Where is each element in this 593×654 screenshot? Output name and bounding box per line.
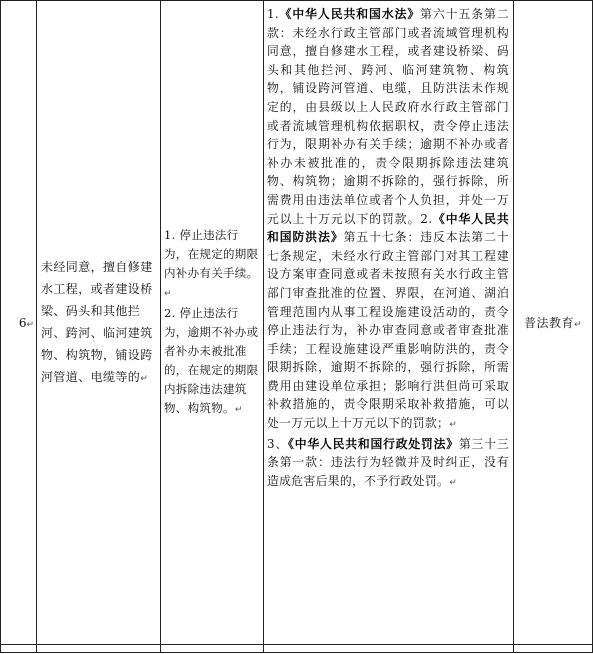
paragraph-mark-icon: ↵ (234, 404, 243, 415)
blank-cell (161, 645, 264, 653)
corrective-measures-cell (161, 1, 264, 645)
paragraph-mark-icon: ↵ (573, 320, 583, 330)
paragraph-mark-icon: ↵ (449, 420, 458, 431)
basis-item-3-prefix: 3、 (267, 436, 288, 451)
measure-item-1 (164, 226, 259, 304)
row-number-cell (1, 1, 37, 645)
administrative-penalty-law-title: 《中华人民共和国行政处罚法》 (287, 436, 459, 451)
administrative-penalty-law-article-text: 第三十三条第一款：违法行为轻微并及时纠正，没有造成危害后果的，不予行政处罚。 (267, 436, 509, 488)
measure-type-cell (514, 1, 593, 645)
legal-basis-item-3 (267, 435, 509, 493)
paragraph-mark-icon: ↵ (164, 288, 172, 299)
measure-item-2 (164, 304, 259, 420)
row-number: 6 (18, 315, 27, 330)
measure-item-1-text: 1. 停止违法行为，在规定的期限内补办有关手续。 (164, 227, 259, 280)
blank-cell (37, 645, 161, 653)
measure-type-text: 普法教育 (523, 316, 574, 330)
flood-control-law-article-text: 第五十七条：违反本法第二十七条规定，未经水行政主管部门对其工程建设方案审查同意或者未按照有关水行政主管部门审查批准的位置、界限，在河道、湖泊管理范围内从事工程设施建设活动的，责令停止违法行为，补办审查同意或者审查批准手续；工程设施建设严重影响防洪的，责令限期拆除，逾期不拆除的，强行拆除，所需费用由建设单位承担；影响行洪但尚可采取补救措施的，责令限期采取补救措施，可以处一万元以上十万元以下的罚款； (267, 230, 509, 431)
paragraph-mark-icon: ↵ (26, 319, 34, 330)
basis-item-1-prefix: 1. (267, 7, 279, 21)
legal-basis-cell (264, 1, 514, 645)
paragraph-mark-icon: ↵ (449, 477, 458, 488)
blank-cell (264, 645, 514, 653)
blank-cell (514, 645, 593, 653)
table-bottom-strip-row (1, 645, 593, 653)
blank-cell (1, 645, 37, 653)
violation-condition-text: 未经同意，擅自修建水工程，或者建设桥梁、码头和其他拦河、跨河、临河建筑物、构筑物，铺设跨河管道、电缆等的 (41, 259, 153, 384)
water-law-article-text: 第六十五条第二款：未经水行政主管部门或者流域管理机构同意，擅自修建水工程，或者建设桥梁、码头和其他拦河、跨河、临河建筑物、构筑物，铺设跨河管道、电缆，且防洪法未作规定的，由县级以上人民政府水行政主管部门或者流域管理机构依据职权，责令停止违法行为，限期补办有关手续；逾期不补办或者补办未被批准的，责令限期拆除违法建筑物、构筑物；逾期不拆除的，强行拆除，所需费用由违法单位或者个人负担，并处一万元以上十万元以下的罚款。2. (267, 7, 509, 226)
measure-item-2-text: 2. 停止违法行为，逾期不补办或者补办未被批准的，在规定的期限内拆除违法建筑物、构筑物。 (164, 305, 259, 415)
water-law-title: 《中华人民共和国水法》 (278, 7, 421, 21)
legal-basis-item-1-2 (267, 5, 509, 435)
violation-condition-cell (37, 1, 161, 645)
flood-control-law-title: 《中华人民共和国防洪法》 (267, 211, 509, 245)
table-row (1, 1, 593, 645)
paragraph-mark-icon: ↵ (140, 373, 149, 384)
